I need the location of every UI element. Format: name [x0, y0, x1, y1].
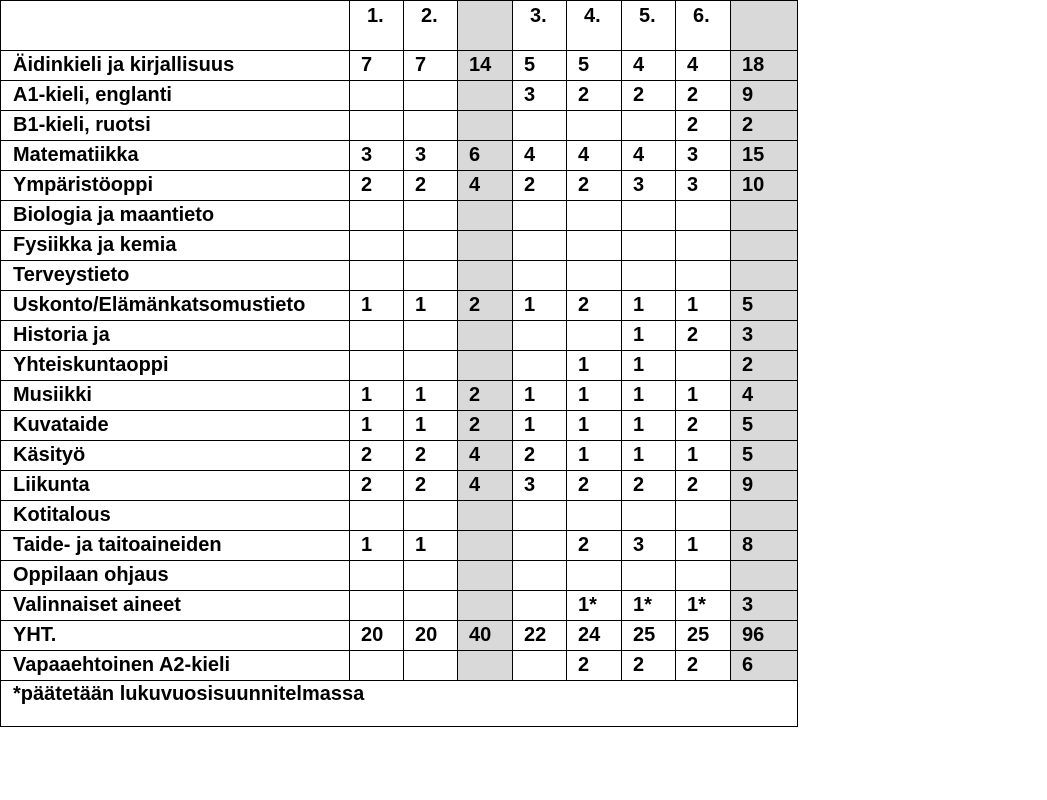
sum-1-2-cell: [458, 591, 513, 621]
sum-3-6-cell: 8: [731, 531, 798, 561]
subject-cell: Biologia ja maantieto: [1, 201, 350, 231]
grade-4-cell: 1*: [567, 591, 622, 621]
grade-5-cell: [622, 201, 676, 231]
sum-3-6-cell: [731, 561, 798, 591]
grade-5-cell: [622, 261, 676, 291]
grade-4-cell: 4: [567, 141, 622, 171]
grade-3-cell: [513, 561, 567, 591]
grade-3-cell: [513, 531, 567, 561]
table-row: [1, 531, 798, 561]
sum-3-6-cell: 3: [731, 591, 798, 621]
grade-3-cell: [513, 651, 567, 681]
subject-cell: Fysiikka ja kemia: [1, 231, 350, 261]
table-row: [1, 261, 798, 291]
grade-4-cell: 5: [567, 51, 622, 81]
grade-3-cell: 4: [513, 141, 567, 171]
table-row: [1, 441, 798, 471]
subject-cell: Valinnaiset aineet: [1, 591, 350, 621]
grade-5-cell: 3: [622, 171, 676, 201]
grade-5-cell: 2: [622, 471, 676, 501]
subject-cell: Vapaaehtoinen A2-kieli: [1, 651, 350, 681]
grade-6-cell: 2: [676, 411, 731, 441]
sum-3-6-cell: 9: [731, 81, 798, 111]
grade-6-cell: 1: [676, 531, 731, 561]
grade-5-cell: 2: [622, 81, 676, 111]
grade-5-cell: [622, 111, 676, 141]
header-row: [1, 1, 798, 51]
grade-4-cell: [567, 111, 622, 141]
grade-1-cell: [350, 321, 404, 351]
grade-4-cell: 1: [567, 351, 622, 381]
sum-3-6-cell: 5: [731, 291, 798, 321]
grade-5-cell: 1: [622, 411, 676, 441]
table-row: [1, 111, 798, 141]
grade-4-cell: 2: [567, 651, 622, 681]
grade-3-cell: [513, 501, 567, 531]
footnote-row: [1, 681, 798, 727]
grade-1-cell: 1: [350, 291, 404, 321]
subject-cell: Käsityö: [1, 441, 350, 471]
sum-3-6-cell: 18: [731, 51, 798, 81]
header-subject-cell: [1, 1, 350, 51]
grade-3-cell: 22: [513, 621, 567, 651]
grade-3-cell: 5: [513, 51, 567, 81]
grade-6-cell: 2: [676, 81, 731, 111]
grade-5-cell: 25: [622, 621, 676, 651]
sum-1-2-cell: 14: [458, 51, 513, 81]
grade-3-cell: [513, 261, 567, 291]
sum-1-2-cell: [458, 561, 513, 591]
grade-2-cell: [404, 81, 458, 111]
grade-1-cell: [350, 81, 404, 111]
sum-1-2-cell: 6: [458, 141, 513, 171]
grade-2-cell: [404, 501, 458, 531]
grade-6-cell: 2: [676, 111, 731, 141]
sum-3-6-cell: [731, 501, 798, 531]
table-row: [1, 591, 798, 621]
sum-1-2-cell: 4: [458, 441, 513, 471]
table-row: [1, 651, 798, 681]
table-row: [1, 171, 798, 201]
grade-2-cell: [404, 591, 458, 621]
sum-3-6-cell: 2: [731, 351, 798, 381]
grade-1-cell: [350, 261, 404, 291]
sum-3-6-cell: 5: [731, 411, 798, 441]
grade-4-cell: 1: [567, 381, 622, 411]
grade-3-cell: 1: [513, 381, 567, 411]
subject-cell: Äidinkieli ja kirjallisuus: [1, 51, 350, 81]
grade-1-cell: 3: [350, 141, 404, 171]
grade-1-cell: [350, 561, 404, 591]
sum-1-2-cell: 4: [458, 471, 513, 501]
grade-4-cell: 2: [567, 531, 622, 561]
grade-2-cell: [404, 321, 458, 351]
grade-6-cell: [676, 501, 731, 531]
grade-3-cell: 3: [513, 81, 567, 111]
grade-6-cell: [676, 231, 731, 261]
subject-cell: Uskonto/Elämänkatsomustieto: [1, 291, 350, 321]
grade-5-cell: [622, 501, 676, 531]
grade-1-cell: 1: [350, 411, 404, 441]
sum-3-6-cell: 5: [731, 441, 798, 471]
subject-cell: Musiikki: [1, 381, 350, 411]
subject-cell: Matematiikka: [1, 141, 350, 171]
grade-4-cell: 24: [567, 621, 622, 651]
grade-4-cell: [567, 321, 622, 351]
grade-5-cell: 1: [622, 381, 676, 411]
table-body: [1, 51, 798, 727]
grade-4-cell: [567, 231, 622, 261]
grade-1-cell: [350, 591, 404, 621]
grade-4-cell: [567, 501, 622, 531]
grade-1-cell: 2: [350, 441, 404, 471]
grade-3-cell: [513, 231, 567, 261]
sum-1-2-cell: [458, 261, 513, 291]
grade-1-cell: [350, 501, 404, 531]
grade-1-cell: 2: [350, 471, 404, 501]
grade-2-cell: [404, 201, 458, 231]
grade-6-cell: [676, 201, 731, 231]
grade-2-cell: 3: [404, 141, 458, 171]
grade-2-cell: [404, 651, 458, 681]
grade-4-cell: 1: [567, 411, 622, 441]
grade-2-cell: 1: [404, 291, 458, 321]
table-row: [1, 51, 798, 81]
sum-1-2-cell: [458, 501, 513, 531]
grade-6-cell: 25: [676, 621, 731, 651]
subject-cell: Terveystieto: [1, 261, 350, 291]
grade-5-cell: 4: [622, 51, 676, 81]
grade-3-cell: 2: [513, 171, 567, 201]
subject-cell: Yhteiskuntaoppi: [1, 351, 350, 381]
header-sum-1-2: [458, 1, 513, 51]
sum-3-6-cell: [731, 231, 798, 261]
grade-4-cell: 2: [567, 81, 622, 111]
grade-6-cell: 1*: [676, 591, 731, 621]
sum-1-2-cell: 2: [458, 381, 513, 411]
grade-6-cell: 4: [676, 51, 731, 81]
grade-4-cell: 2: [567, 291, 622, 321]
sum-1-2-cell: [458, 201, 513, 231]
grade-2-cell: [404, 261, 458, 291]
sum-1-2-cell: [458, 111, 513, 141]
sum-1-2-cell: 2: [458, 291, 513, 321]
grade-6-cell: 2: [676, 321, 731, 351]
grade-5-cell: 2: [622, 651, 676, 681]
sum-1-2-cell: 4: [458, 171, 513, 201]
sum-1-2-cell: [458, 531, 513, 561]
grade-5-cell: 4: [622, 141, 676, 171]
grade-2-cell: 2: [404, 171, 458, 201]
grade-4-cell: 1: [567, 441, 622, 471]
grade-6-cell: 1: [676, 441, 731, 471]
grade-5-cell: [622, 561, 676, 591]
grade-5-cell: 1: [622, 441, 676, 471]
grade-2-cell: 2: [404, 471, 458, 501]
grade-2-cell: 20: [404, 621, 458, 651]
grade-4-cell: 2: [567, 171, 622, 201]
grade-1-cell: 20: [350, 621, 404, 651]
grade-6-cell: 2: [676, 471, 731, 501]
sum-3-6-cell: [731, 261, 798, 291]
grade-6-cell: [676, 261, 731, 291]
table-row: [1, 471, 798, 501]
sum-3-6-cell: 3: [731, 321, 798, 351]
grade-2-cell: 1: [404, 411, 458, 441]
subject-cell: Liikunta: [1, 471, 350, 501]
table-row: [1, 501, 798, 531]
grade-2-cell: 1: [404, 531, 458, 561]
grade-4-cell: [567, 561, 622, 591]
sum-3-6-cell: 2: [731, 111, 798, 141]
grade-4-cell: [567, 201, 622, 231]
table-row: [1, 411, 798, 441]
header-grade-6: 6.: [676, 1, 731, 51]
grade-1-cell: 1: [350, 531, 404, 561]
grade-6-cell: [676, 351, 731, 381]
grade-6-cell: 3: [676, 171, 731, 201]
grade-2-cell: [404, 351, 458, 381]
table-row: [1, 201, 798, 231]
grade-5-cell: 3: [622, 531, 676, 561]
grade-6-cell: 3: [676, 141, 731, 171]
grade-2-cell: [404, 111, 458, 141]
sum-1-2-cell: 2: [458, 411, 513, 441]
sum-3-6-cell: 15: [731, 141, 798, 171]
grade-1-cell: [350, 231, 404, 261]
subject-cell: Historia ja: [1, 321, 350, 351]
sum-1-2-cell: [458, 231, 513, 261]
grade-1-cell: 1: [350, 381, 404, 411]
grade-3-cell: 1: [513, 411, 567, 441]
sum-1-2-cell: [458, 651, 513, 681]
table-row: [1, 231, 798, 261]
grade-3-cell: 2: [513, 441, 567, 471]
subject-cell: A1-kieli, englanti: [1, 81, 350, 111]
grade-5-cell: 1: [622, 351, 676, 381]
grade-1-cell: [350, 111, 404, 141]
grade-1-cell: [350, 201, 404, 231]
grade-3-cell: 1: [513, 291, 567, 321]
subject-cell: YHT.: [1, 621, 350, 651]
grade-3-cell: [513, 591, 567, 621]
table-row: [1, 381, 798, 411]
grade-3-cell: [513, 351, 567, 381]
grade-1-cell: 7: [350, 51, 404, 81]
sum-3-6-cell: 6: [731, 651, 798, 681]
grade-3-cell: [513, 321, 567, 351]
header-grade-2: 2.: [404, 1, 458, 51]
grade-4-cell: [567, 261, 622, 291]
sum-3-6-cell: 96: [731, 621, 798, 651]
sum-3-6-cell: [731, 201, 798, 231]
table-row: [1, 81, 798, 111]
subject-cell: Taide- ja taitoaineiden: [1, 531, 350, 561]
sum-1-2-cell: [458, 321, 513, 351]
grade-2-cell: 2: [404, 441, 458, 471]
sum-3-6-cell: 9: [731, 471, 798, 501]
grade-1-cell: [350, 351, 404, 381]
subject-cell: Oppilaan ohjaus: [1, 561, 350, 591]
sum-1-2-cell: [458, 81, 513, 111]
sum-1-2-cell: 40: [458, 621, 513, 651]
grade-5-cell: [622, 231, 676, 261]
subject-cell: Ympäristöoppi: [1, 171, 350, 201]
sum-3-6-cell: 4: [731, 381, 798, 411]
header-sum-3-6: [731, 1, 798, 51]
grade-2-cell: [404, 231, 458, 261]
table-row: [1, 561, 798, 591]
subject-cell: Kuvataide: [1, 411, 350, 441]
grade-6-cell: 2: [676, 651, 731, 681]
table-row: [1, 141, 798, 171]
grade-5-cell: 1: [622, 291, 676, 321]
grade-4-cell: 2: [567, 471, 622, 501]
grade-1-cell: [350, 651, 404, 681]
footnote: *päätetään lukuvuosisuunnitelmassa: [1, 681, 798, 727]
header-grade-4: 4.: [567, 1, 622, 51]
grade-5-cell: 1*: [622, 591, 676, 621]
table-row: [1, 291, 798, 321]
grade-3-cell: [513, 111, 567, 141]
subject-cell: B1-kieli, ruotsi: [1, 111, 350, 141]
grade-1-cell: 2: [350, 171, 404, 201]
subject-cell: Kotitalous: [1, 501, 350, 531]
grade-5-cell: 1: [622, 321, 676, 351]
header-grade-3: 3.: [513, 1, 567, 51]
header-grade-5: 5.: [622, 1, 676, 51]
table-row: [1, 321, 798, 351]
grade-3-cell: [513, 201, 567, 231]
grade-2-cell: 7: [404, 51, 458, 81]
grade-2-cell: 1: [404, 381, 458, 411]
grade-6-cell: 1: [676, 291, 731, 321]
header-grade-1: 1.: [350, 1, 404, 51]
sum-1-2-cell: [458, 351, 513, 381]
grade-2-cell: [404, 561, 458, 591]
table-row: [1, 351, 798, 381]
grade-3-cell: 3: [513, 471, 567, 501]
sum-3-6-cell: 10: [731, 171, 798, 201]
grade-6-cell: 1: [676, 381, 731, 411]
table-row: [1, 621, 798, 651]
grade-6-cell: [676, 561, 731, 591]
